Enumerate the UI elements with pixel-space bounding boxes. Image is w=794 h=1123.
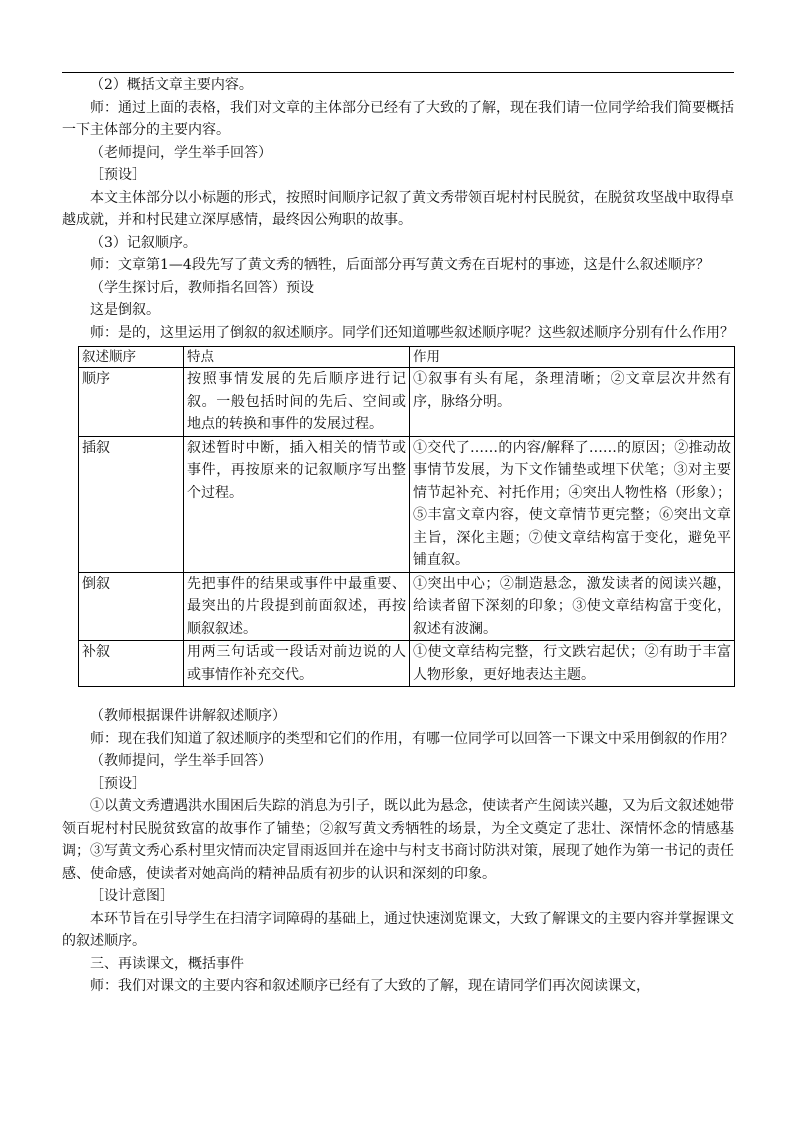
table-header-row bbox=[79, 347, 735, 368]
paragraph: 师：通过上面的表格，我们对文章的主体部分已经有了大致的了解，现在我们请一位同学给我们简要概括一下主体部分的主要内容。 bbox=[62, 99, 734, 138]
table-row bbox=[79, 572, 735, 641]
paragraph: （教师根据课件讲解叙述顺序） bbox=[90, 708, 286, 724]
table-header-cell: 特点 bbox=[184, 347, 410, 368]
table-cell-order: 顺序 bbox=[79, 368, 184, 437]
table-cell-feature: 先把事件的结果或事件中最重要、最突出的片段提到前面叙述，再按顺叙叙述。 bbox=[184, 572, 410, 641]
spacer bbox=[62, 687, 734, 705]
table-cell-order: 倒叙 bbox=[79, 572, 184, 641]
table-header-cell: 作用 bbox=[410, 347, 735, 368]
paragraph: 这是倒叙。 bbox=[90, 302, 160, 318]
paragraph: ①以黄文秀遭遇洪水围困后失踪的消息为引子，既以此为悬念，使读者产生阅读兴趣，又为后文叙述她带领百坭村村民脱贫致富的故事作了铺垫；②叙写黄文秀牺牲的场景，为全文奠定了悲壮、深情怀念的情感基调；③写黄文秀心系村里灾情而决定冒雨返回并在途中与村支书商讨防洪对策，展现了她作为第一书记的责任感、使命感，使读者对她高尚的精神品质有初步的认识和深刻的印象。 bbox=[62, 798, 734, 882]
table-row bbox=[79, 436, 735, 572]
header-rule bbox=[62, 72, 734, 73]
section-heading: 三、再读课文，概括事件 bbox=[90, 955, 244, 972]
table-row bbox=[79, 368, 735, 437]
table-cell-effect: ①叙事有头有尾，条理清晰；②文章层次井然有序，脉络分明。 bbox=[410, 368, 735, 437]
table-cell-order: 补叙 bbox=[79, 641, 184, 687]
table-header-cell: 叙述顺序 bbox=[79, 347, 184, 368]
table-cell-feature: 用两三句话或一段话对前边说的人或事情作补充交代。 bbox=[184, 641, 410, 687]
table-cell-order: 插叙 bbox=[79, 436, 184, 572]
paragraph: ［设计意图］ bbox=[90, 888, 174, 904]
paragraph: 本文主体部分以小标题的形式，按照时间顺序记叙了黄文秀带领百坭村村民脱贫，在脱贫攻坚战中取得卓越成就，并和村民建立深厚感情，最终因公殉职的故事。 bbox=[62, 189, 734, 228]
document-body bbox=[62, 74, 734, 998]
paragraph: 师：我们对课文的主要内容和叙述顺序已经有了大致的了解，现在请同学们再次阅读课文， bbox=[90, 978, 650, 994]
table-cell-effect: ①交代了……的内容/解释了……的原因；②推动故事情节发展，为下文作铺垫或埋下伏笔；③对主要情节起补充、衬托作用；④突出人物性格（形象）；⑤丰富文章内容，使文章情节更完整；⑥突出文章主旨，深化主题；⑦使文章结构富于变化，避免平铺直叙。 bbox=[410, 436, 735, 572]
table-cell-feature: 叙述暂时中断，插入相关的情节或事件，再按原来的记叙顺序写出整个过程。 bbox=[184, 436, 410, 572]
narrative-order-table bbox=[78, 346, 735, 687]
paragraph: （教师提问，学生举手回答） bbox=[90, 753, 272, 769]
paragraph: 本环节旨在引导学生在扫清字词障碍的基础上，通过快速浏览课文，大致了解课文的主要内容并掌握课文的叙述顺序。 bbox=[62, 910, 734, 949]
table-cell-effect: ①突出中心；②制造悬念，激发读者的阅读兴趣，给读者留下深刻的印象；③使文章结构富于变化，叙述有波澜。 bbox=[410, 572, 735, 641]
paragraph: 师：是的，这里运用了倒叙的叙述顺序。同学们还知道哪些叙述顺序呢？这些叙述顺序分别有什么作用？ bbox=[90, 324, 734, 341]
table-cell-effect: ①使文章结构完整，行文跌宕起伏；②有助于丰富人物形象，更好地表达主题。 bbox=[410, 641, 735, 687]
paragraph: ［预设］ bbox=[90, 775, 146, 792]
paragraph: （2）概括文章主要内容。 bbox=[90, 77, 253, 93]
table-cell-feature: 按照事情发展的先后顺序进行记叙。一般包括时间的先后、空间或地点的转换和事件的发展过程。 bbox=[184, 368, 410, 437]
paragraph: （学生探讨后，教师指名回答）预设 bbox=[90, 279, 314, 296]
paragraph: （3）记叙顺序。 bbox=[90, 234, 197, 251]
table-row bbox=[79, 641, 735, 687]
paragraph: （老师提问，学生举手回答） bbox=[90, 144, 272, 161]
paragraph: ［预设］ bbox=[90, 167, 146, 183]
paragraph: 师：文章第1—4段先写了黄文秀的牺牲，后面部分再写黄文秀在百坭村的事迹，这是什么叙述顺序？ bbox=[90, 257, 710, 273]
paragraph: 师：现在我们知道了叙述顺序的类型和它们的作用，有哪一位同学可以回答一下课文中采用倒叙的作用？ bbox=[90, 730, 734, 747]
